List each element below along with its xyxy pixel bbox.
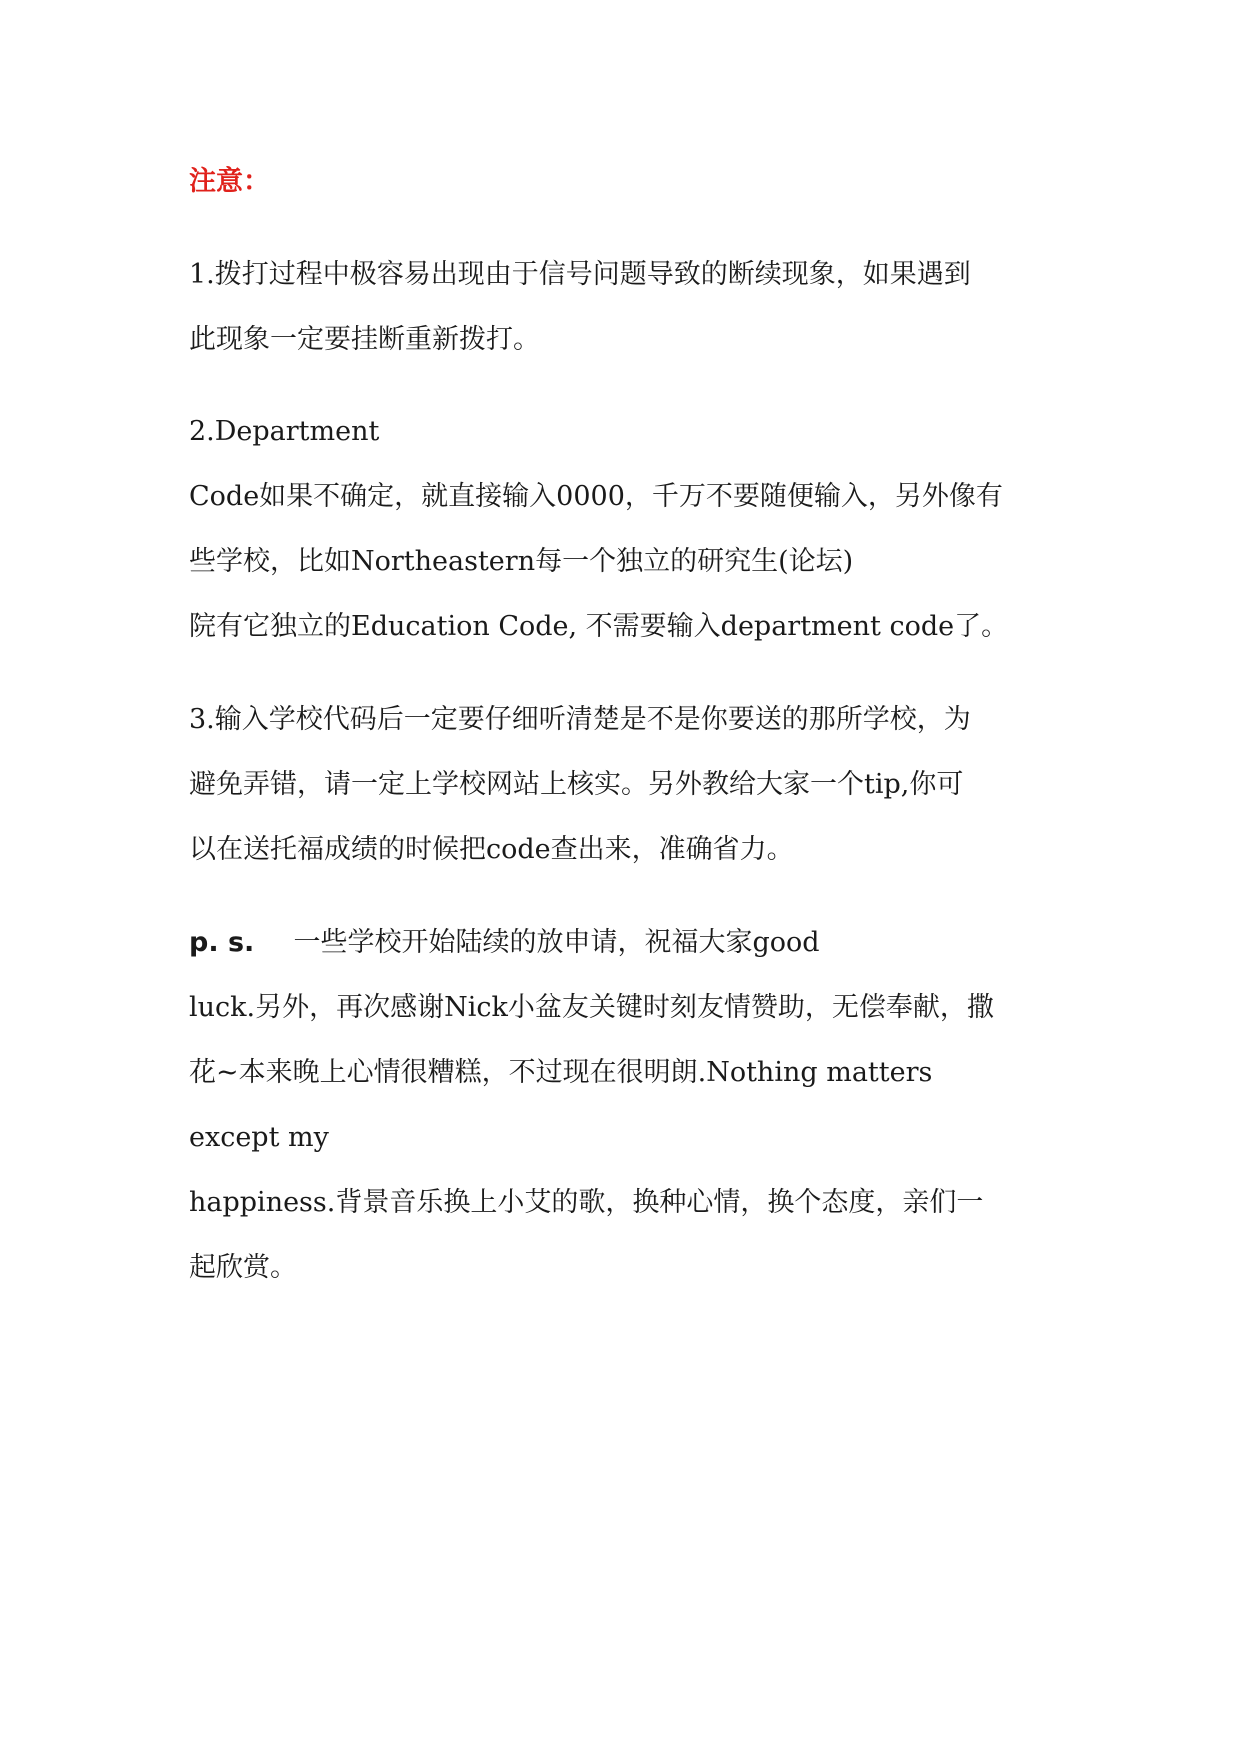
item2-line1: 2.Department <box>189 416 380 447</box>
item2-line4: 院有它独立的Education Code, 不需要输入department code了。 <box>189 611 1009 642</box>
item2-line2: Code如果不确定，就直接输入0000，千万不要随便输入，另外像有 <box>189 481 1003 512</box>
notice-heading: 注意： <box>189 166 270 197</box>
item3-line3: 以在送托福成绩的时候把code查出来，准确省力。 <box>189 834 794 865</box>
item2-line3: 些学校，比如Northeastern每一个独立的研究生(论坛) <box>189 546 854 577</box>
ps-line4: except my <box>189 1122 329 1153</box>
item1-line2: 此现象一定要挂断重新拨打。 <box>189 324 540 355</box>
ps-line3: 花~本来晚上心情很糟糕，不过现在很明朗.Nothing matters <box>189 1057 933 1088</box>
ps-line1 <box>189 925 820 961</box>
item3-line1: 3.输入学校代码后一定要仔细听清楚是不是你要送的那所学校，为 <box>189 704 971 735</box>
item1-line1: 1.拨打过程中极容易出现由于信号问题导致的断续现象，如果遇到 <box>189 259 971 290</box>
ps-line5: happiness.背景音乐换上小艾的歌，换种心情，换个态度，亲们一 <box>189 1187 984 1218</box>
item3-line2: 避免弄错，请一定上学校网站上核实。另外教给大家一个tip,你可 <box>189 769 964 800</box>
ps-line1-text: 一些学校开始陆续的放申请，祝福大家good <box>293 927 820 958</box>
ps-line6: 起欣赏。 <box>189 1252 297 1283</box>
ps-line2: luck.另外，再次感谢Nick小盆友关键时刻友情赞助，无偿奉献，撒 <box>189 992 994 1023</box>
ps-label: p. s. <box>189 927 255 958</box>
